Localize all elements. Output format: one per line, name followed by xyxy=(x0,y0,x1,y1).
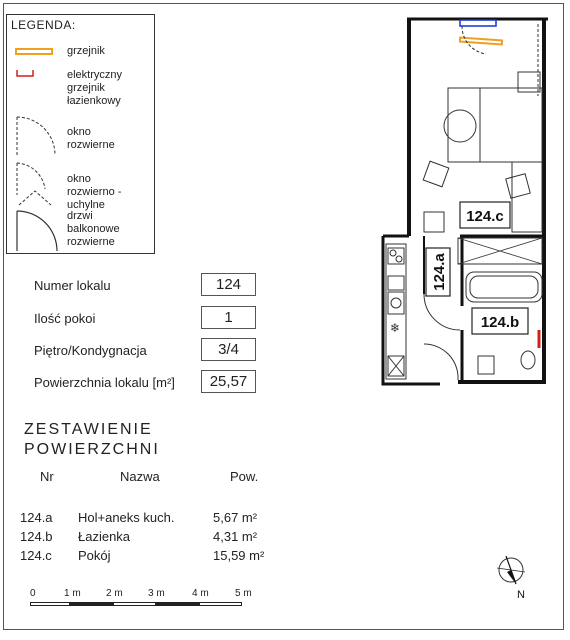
radiator-icon xyxy=(15,47,55,57)
info-row-floor xyxy=(34,338,264,364)
scale-segment xyxy=(199,602,242,606)
room-area: 4,31 m² xyxy=(213,529,258,544)
room-name: Hol+aneks kuch. xyxy=(78,510,175,525)
room-name: Łazienka xyxy=(78,529,131,544)
legend-title: LEGENDA: xyxy=(11,18,76,32)
info-label: Numer lokalu xyxy=(34,278,111,293)
info-value: 124 xyxy=(201,273,256,296)
compass-north-label: N xyxy=(517,589,525,601)
chair xyxy=(423,161,449,187)
sink-icon xyxy=(388,292,404,314)
legend-item-balcony-door xyxy=(7,207,156,253)
legend-label-bathroom-heater: elektryczny grzejnik łazienkowy xyxy=(67,69,123,107)
info-row-room-count xyxy=(34,306,264,332)
cabinet-cross-icon xyxy=(388,356,404,376)
info-value: 25,57 xyxy=(201,370,256,393)
room-name: Pokój xyxy=(78,548,111,563)
info-value: 1 xyxy=(201,306,256,329)
info-label: Powierzchnia lokalu [m²] xyxy=(34,375,175,390)
info-label: Ilość pokoi xyxy=(34,311,96,326)
legend-item-tilt-turn-window xyxy=(7,161,156,211)
legend-item-bathroom-heater xyxy=(7,67,156,111)
round-table xyxy=(444,110,476,142)
info-row-area xyxy=(34,370,264,396)
chair xyxy=(424,212,444,232)
casement-window-icon xyxy=(15,115,59,159)
column-header-area: Pow. xyxy=(230,469,259,484)
burner-icon xyxy=(390,250,396,256)
scale-label: 1 m xyxy=(64,588,81,599)
column-header-name: Nazwa xyxy=(120,469,160,484)
bathroom-heater-icon xyxy=(15,67,45,81)
scale-label: 4 m xyxy=(192,588,209,599)
cooktop-icon xyxy=(388,248,404,264)
room-label-124b: 124.b xyxy=(480,314,520,331)
legend-item-casement-window xyxy=(7,113,156,157)
summary-title: ZESTAWIENIE POWIERZCHNI xyxy=(24,421,160,458)
scale-segment xyxy=(156,602,199,606)
nightstand xyxy=(518,72,540,92)
toilet xyxy=(521,351,535,369)
door-swing xyxy=(424,294,460,330)
tilt-turn-window-icon xyxy=(15,161,65,209)
wardrobe-cross xyxy=(458,238,542,264)
sink-bowl-icon xyxy=(391,298,401,308)
room-area: 15,59 m² xyxy=(213,548,265,563)
room-nr: 124.c xyxy=(20,548,52,563)
bed xyxy=(448,88,542,162)
scale-segment xyxy=(70,602,113,606)
burner-icon xyxy=(396,256,402,262)
door-swing xyxy=(424,344,458,380)
oven-icon xyxy=(388,276,404,290)
room-nr: 124.a xyxy=(20,510,53,525)
info-value: 3/4 xyxy=(201,338,256,361)
legend-item-radiator xyxy=(7,43,156,63)
floor-plan xyxy=(378,14,550,389)
scale-label: 3 m xyxy=(148,588,165,599)
scale-label: 0 xyxy=(30,588,36,599)
legend-label-balcony-door: drzwi balkonowe rozwierne xyxy=(67,210,120,248)
balcony-door-icon xyxy=(15,207,63,253)
legend-panel xyxy=(6,14,155,254)
scale-segment xyxy=(30,602,70,606)
scale-bar xyxy=(30,588,270,618)
washbasin xyxy=(478,356,494,374)
chair xyxy=(506,174,530,198)
legend-label-radiator: grzejnik xyxy=(67,45,105,57)
scale-label: 5 m xyxy=(235,588,252,599)
room-label-124c: 124.c xyxy=(466,208,504,225)
fridge-icon: ❄ xyxy=(390,321,401,335)
legend-label-casement-window: okno rozwierne xyxy=(67,126,115,151)
room-area: 5,67 m² xyxy=(213,510,258,525)
bathtub-inner xyxy=(470,276,538,298)
info-row-unit-number xyxy=(34,273,264,299)
scale-label: 2 m xyxy=(106,588,123,599)
scale-segment xyxy=(113,602,156,606)
info-label: Piętro/Kondygnacja xyxy=(34,343,147,358)
legend-label-tilt-turn-window: okno rozwierno - uchylne xyxy=(67,173,122,211)
window-icon xyxy=(460,20,496,26)
room-nr: 124.b xyxy=(20,529,53,544)
column-header-nr: Nr xyxy=(40,469,54,484)
room-label-124a: 124.a xyxy=(431,253,448,291)
compass-icon xyxy=(495,552,535,602)
